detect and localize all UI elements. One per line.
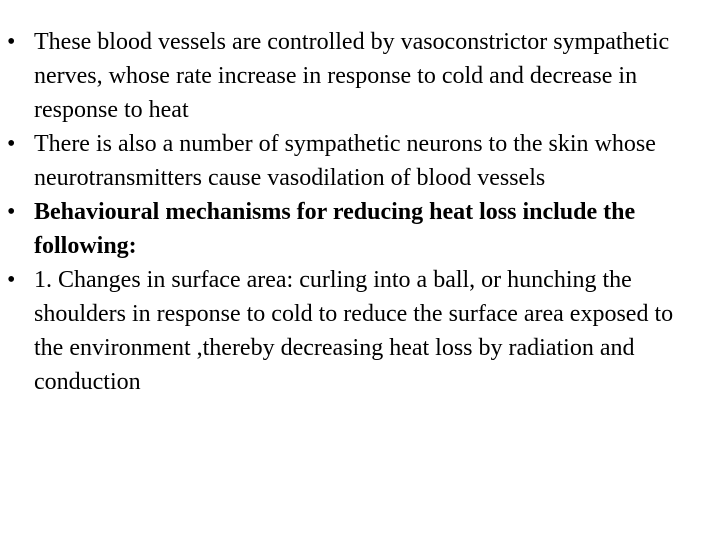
bullet-list <box>0 25 700 399</box>
bullet-item-behavioural-mechanisms <box>0 195 700 263</box>
bullet-text: There is also a number of sympathetic neurons to the skin whose neurotransmitters cause vasodilation of blood vessels <box>34 131 656 191</box>
bullet-icon: • <box>7 131 16 157</box>
bullet-text: 1. Changes in surface area: curling into a ball, or hunching the shoulders in response to cold to reduce the surface area exposed to the environment ,thereby decreasing heat loss by radiation and conduction <box>34 267 674 395</box>
bullet-item-vasodilation <box>0 127 700 195</box>
bullet-item-surface-area <box>0 263 700 399</box>
bullet-text: Behavioural mechanisms for reducing heat loss include the following: <box>34 199 636 259</box>
bullet-text: These blood vessels are controlled by vasoconstrictor sympathetic nerves, whose rate increase in response to cold and decrease in response to heat <box>34 29 670 123</box>
bullet-icon: • <box>7 29 16 55</box>
bullet-icon: • <box>7 199 16 225</box>
bullet-icon: • <box>7 267 16 293</box>
bullet-item-vasoconstrictor <box>0 25 700 127</box>
